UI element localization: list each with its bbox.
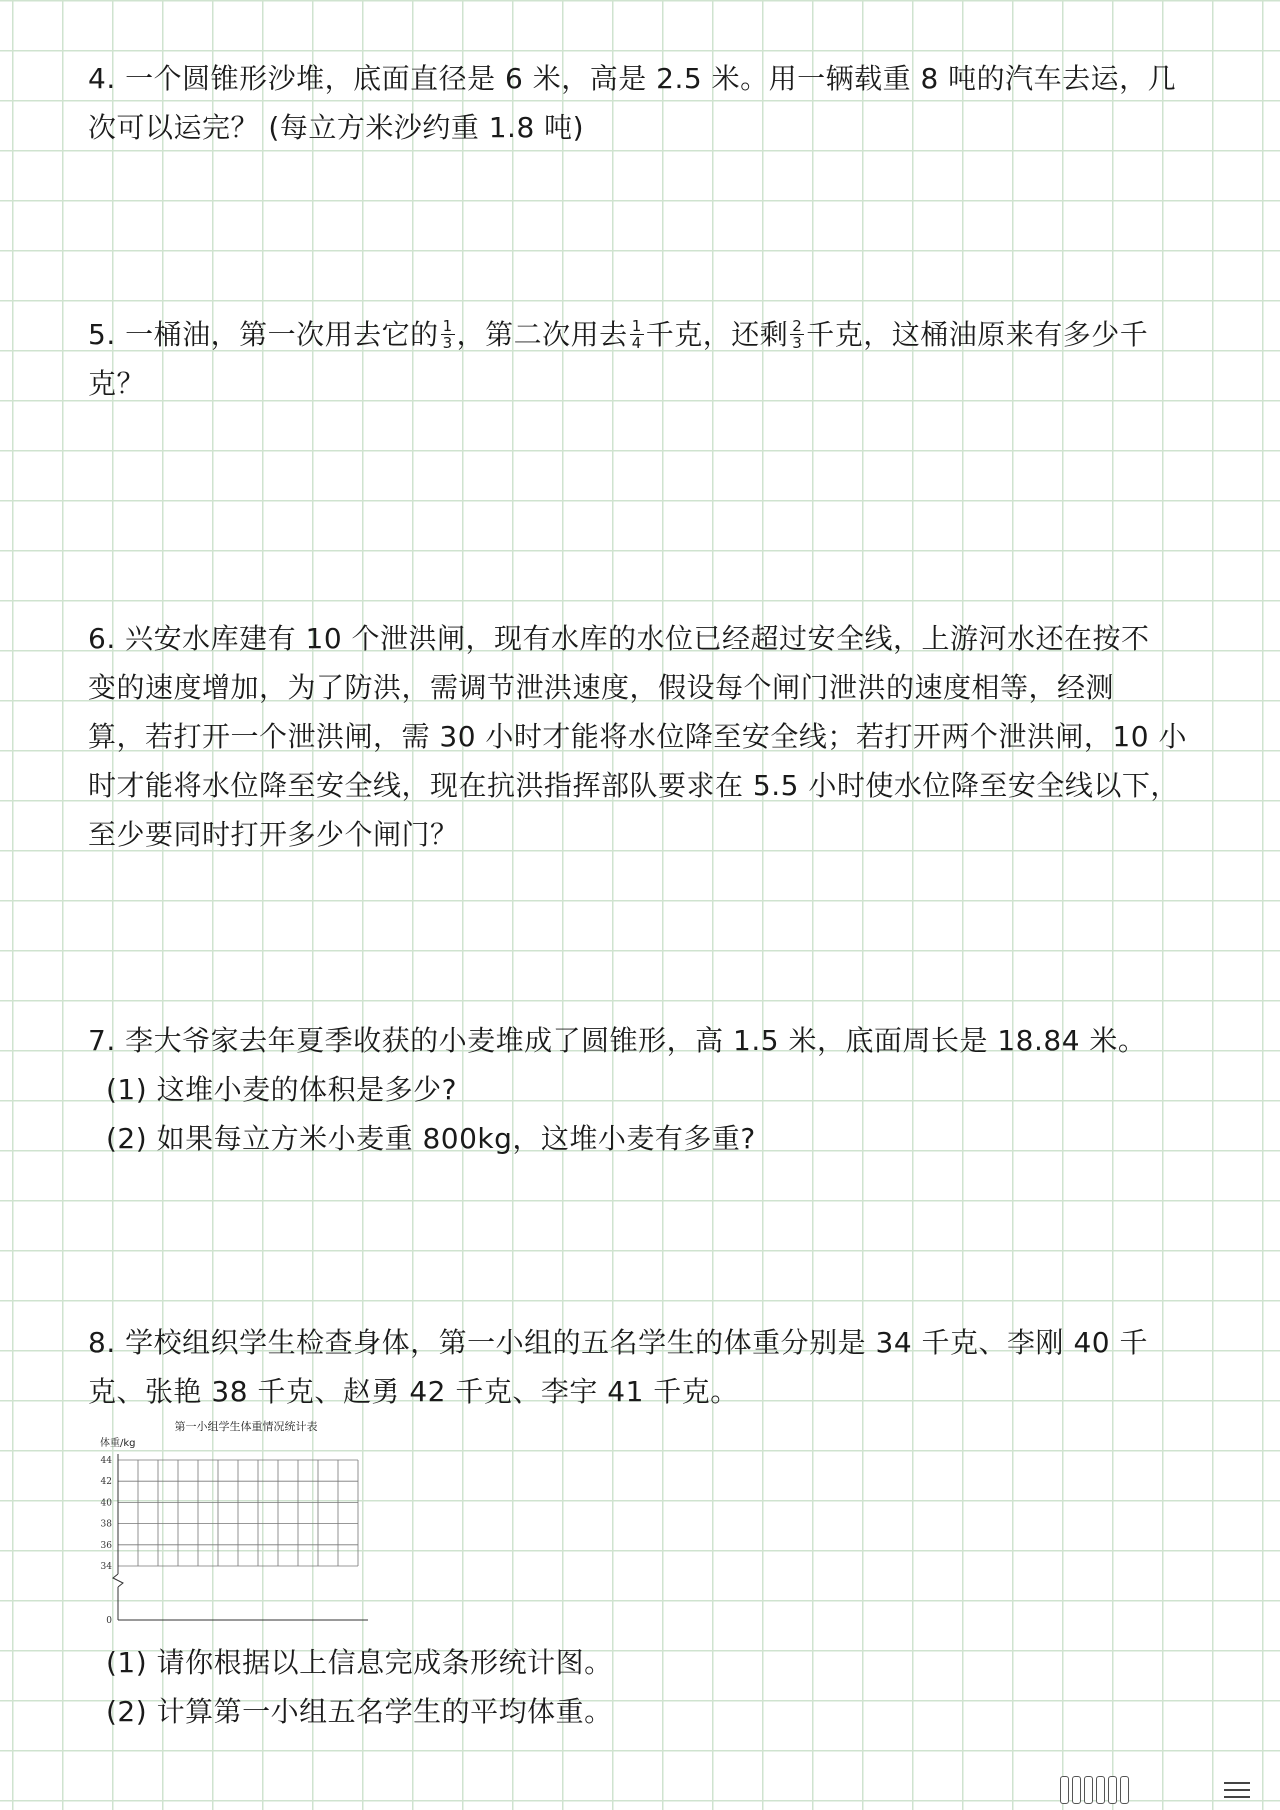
question-4 bbox=[88, 54, 1188, 152]
question-8-sub-1: (1) 请你根据以上信息完成条形统计图。 bbox=[106, 1646, 613, 1679]
question-8-sub-2: (2) 计算第一小组五名学生的平均体重。 bbox=[106, 1695, 613, 1728]
chart-axis-break-mark bbox=[113, 1574, 123, 1587]
scroll-indicator bbox=[1060, 1776, 1132, 1808]
chart-y-tick-label: 34 bbox=[100, 1562, 112, 1572]
chart-y-tick-label: 36 bbox=[100, 1540, 112, 1551]
chart-y-ticks bbox=[101, 1456, 113, 1626]
chart-y-tick-label: 0 bbox=[106, 1616, 112, 1626]
fraction-numerator: 1 bbox=[442, 316, 453, 335]
scroll-indicator-bar bbox=[1060, 1776, 1069, 1804]
scroll-indicator-bar bbox=[1084, 1776, 1093, 1804]
question-5-line-1 bbox=[88, 310, 1188, 359]
question-6-line-3: 算，若打开一个泄洪闸，需 30 小时才能将水位降至安全线；若打开两个泄洪闸，10 小 bbox=[88, 720, 1187, 753]
question-8-line-2: 克、张艳 38 千克、赵勇 42 千克、李宇 41 千克。 bbox=[88, 1375, 739, 1408]
question-5-text-a: 5. 一桶油，第一次用去它的 bbox=[88, 318, 439, 351]
question-7 bbox=[88, 1016, 1188, 1163]
question-5-text-b: ，第二次用去 bbox=[456, 318, 628, 351]
question-8-line-1: 8. 学校组织学生检查身体，第一小组的五名学生的体重分别是 34 千克、李刚 40 千 bbox=[88, 1326, 1148, 1359]
chart-y-axis-label: 体重/kg bbox=[100, 1438, 136, 1449]
fraction-one-third bbox=[441, 318, 455, 351]
fraction-numerator: 2 bbox=[792, 316, 803, 335]
chart-title: 第一小组学生体重情况统计表 bbox=[174, 1420, 318, 1433]
fraction-denominator: 3 bbox=[442, 333, 453, 352]
blank-bar-chart bbox=[86, 1414, 406, 1634]
question-8-subquestions bbox=[88, 1638, 1188, 1736]
question-6-line-2: 变的速度增加，为了防洪，需调节泄洪速度，假设每个闸门泄洪的速度相等，经测 bbox=[88, 671, 1115, 704]
fraction-two-thirds bbox=[790, 318, 804, 351]
question-5-text-c: 千克，还剩 bbox=[645, 318, 789, 351]
question-6 bbox=[88, 614, 1188, 859]
scroll-indicator-bar bbox=[1096, 1776, 1105, 1804]
scroll-indicator-bar bbox=[1072, 1776, 1081, 1804]
scroll-indicator-bar bbox=[1120, 1776, 1129, 1804]
menu-icon[interactable] bbox=[1224, 1782, 1250, 1803]
fraction-numerator: 1 bbox=[631, 316, 642, 335]
fraction-denominator: 3 bbox=[792, 333, 803, 352]
fraction-one-quarter bbox=[630, 318, 644, 351]
question-7-line-1: 7. 李大爷家去年夏季收获的小麦堆成了圆锥形，高 1.5 米，底面周长是 18.84 米。 bbox=[88, 1024, 1147, 1057]
chart-grid bbox=[113, 1454, 368, 1620]
chart-y-tick-label: 44 bbox=[100, 1456, 112, 1466]
question-5-line-2: 克？ bbox=[88, 367, 146, 400]
chart-y-tick-label: 38 bbox=[100, 1519, 112, 1530]
question-6-line-1: 6. 兴安水库建有 10 个泄洪闸，现有水库的水位已经超过安全线，上游河水还在按不 bbox=[88, 622, 1150, 655]
fraction-denominator: 4 bbox=[631, 333, 642, 352]
question-7-sub-1: (1) 这堆小麦的体积是多少? bbox=[106, 1073, 457, 1106]
scroll-indicator-bar bbox=[1108, 1776, 1117, 1804]
question-6-line-5: 至少要同时打开多少个闸门？ bbox=[88, 818, 459, 851]
question-5 bbox=[88, 310, 1188, 408]
question-5-text-d: 千克，这桶油原来有多少千 bbox=[806, 318, 1149, 351]
chart-y-tick-label: 42 bbox=[100, 1477, 112, 1488]
question-4-line-1: 4. 一个圆锥形沙堆，底面直径是 6 米，高是 2.5 米。用一辆载重 8 吨的汽车去运，几 bbox=[88, 62, 1177, 95]
question-8 bbox=[88, 1318, 1188, 1416]
question-4-line-2: 次可以运完？ (每立方米沙约重 1.8 吨) bbox=[88, 111, 585, 144]
question-6-line-4: 时才能将水位降至安全线，现在抗洪指挥部队要求在 5.5 小时使水位降至安全线以下， bbox=[88, 769, 1179, 802]
question-7-sub-2: (2) 如果每立方米小麦重 800kg，这堆小麦有多重? bbox=[106, 1122, 756, 1155]
chart-y-tick-label: 40 bbox=[100, 1498, 112, 1509]
